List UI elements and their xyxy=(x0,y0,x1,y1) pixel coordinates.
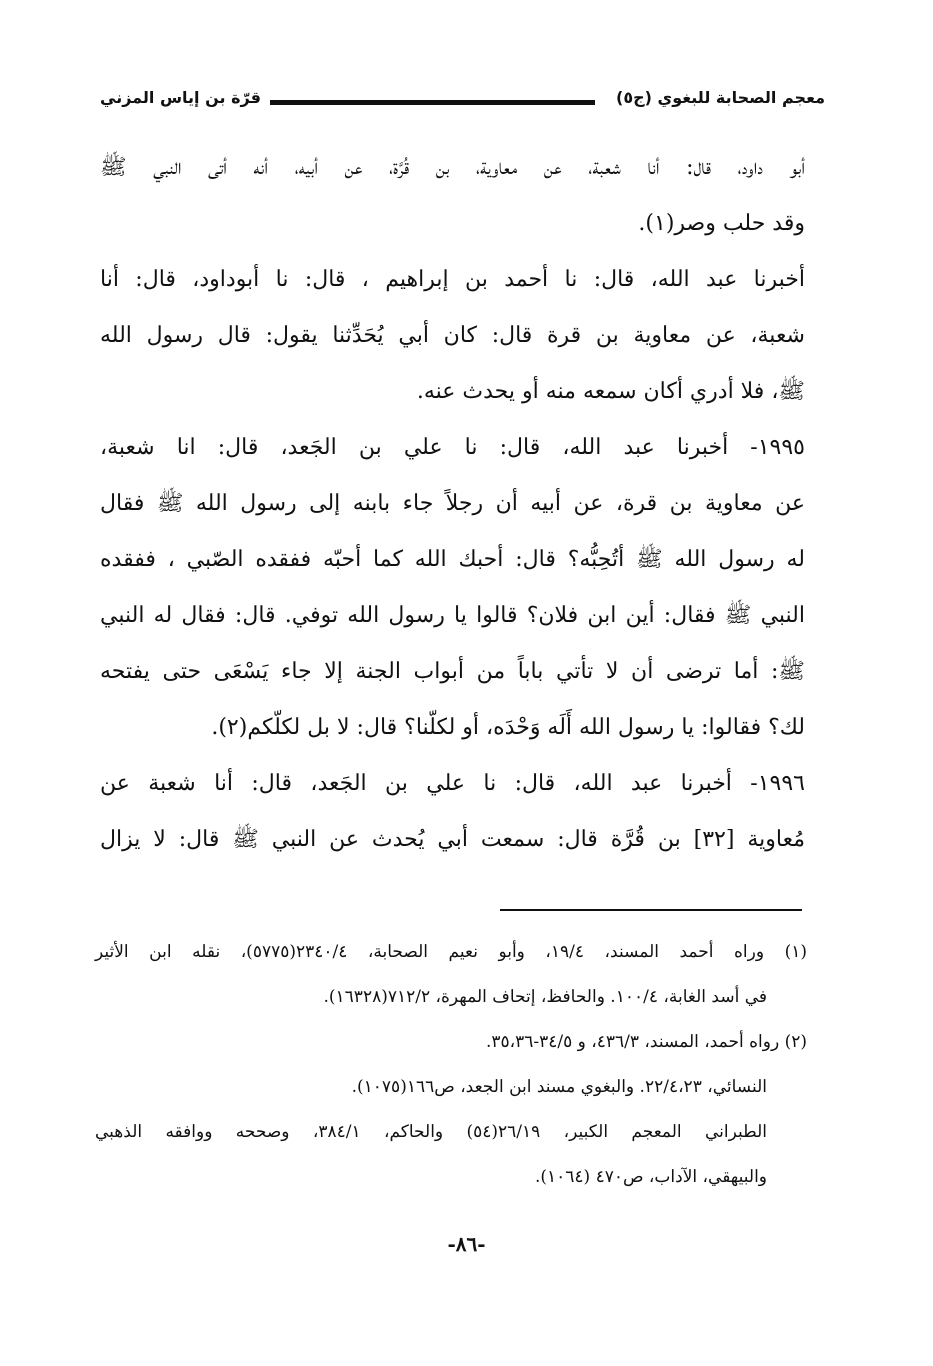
text-line: أخبرنا عبد الله، قال: نا أحمد بن إبراهيم ، قال: نا أبوداود، قال: أنا xyxy=(100,267,805,292)
text-line: له رسول الله ﷺ أتُحِبُّه؟ قال: أحبك الله كما أحبّه ففقده الصّبي ، ففقده xyxy=(100,547,805,572)
main-text xyxy=(100,140,805,868)
footnote-line: (٢) رواه أحمد، المسند، ٤٣٦/٣، و ٣٤/٥-٣٥،٣٦. xyxy=(485,1032,807,1052)
page-number: -٨٦- xyxy=(447,1232,486,1256)
text-line: النبي ﷺ فقال: أين ابن فلان؟ قالوا يا رسول الله توفي. قال: فقال له النبي xyxy=(100,603,805,628)
text-line: وقد حلب وصر(١). xyxy=(638,211,805,236)
text-line: لك؟ فقالوا: يا رسول الله أَلَه وَحْدَه، أو لكلّنا؟ قال: لا بل لكلّكم(٢). xyxy=(211,715,805,740)
header-rule xyxy=(270,100,595,105)
running-header-book-title: معجم الصحابة للبغوي (ج٥) xyxy=(616,88,825,107)
footnote-line: النسائي، ٢٢/٤،٢٣. والبغوي مسند ابن الجعد، ص١٦٦(١٠٧٥). xyxy=(351,1077,767,1097)
running-header-section-title: قرّة بن إياس المزني xyxy=(100,88,261,107)
text-line: ١٩٩٥- أخبرنا عبد الله، قال: نا علي بن الجَعد، قال: انا شعبة، xyxy=(100,435,805,460)
text-line: ١٩٩٦- أخبرنا عبد الله، قال: نا علي بن الجَعد، قال: أنا شعبة عن xyxy=(100,771,805,796)
footnote-line: في أسد الغابة، ١٠٠/٤. والحافظ، إتحاف المهرة، ٧١٢/٢(١٦٣٢٨). xyxy=(323,987,767,1007)
text-line: ﷺ، فلا أدري أكان سمعه منه أو يحدث عنه. xyxy=(416,379,805,404)
text-line: شعبة، عن معاوية بن قرة قال: كان أبي يُحَدِّثنا يقول: قال رسول الله xyxy=(100,323,805,348)
text-line: أبو داود، قال: أنا شعبة، عن معاوية، بن قُرَّة، عن أبيه، أنه أتى النبي ﷺ xyxy=(100,155,805,180)
text-line: مُعاوية [٣٢] بن قُرَّة قال: سمعت أبي يُحدث عن النبي ﷺ قال: لا يزال xyxy=(100,827,806,852)
text-line: عن معاوية بن قرة، عن أبيه أن رجلاً جاء بابنه إلى رسول الله ﷺ فقال xyxy=(100,491,805,516)
footnote-separator xyxy=(500,909,802,911)
text-line: ﷺ: أما ترضى أن لا تأتي باباً من أبواب الجنة إلا جاء يَسْعَى حتى يفتحه xyxy=(100,659,805,684)
footnote-line: (١) وراه أحمد المسند، ١٩/٤، وأبو نعيم الصحابة، ٢٣٤٠/٤(٥٧٧٥)، نقله ابن الأثير xyxy=(95,942,807,962)
footnote-line: والبيهقي، الآداب، ص٤٧٠ (١٠٦٤). xyxy=(534,1167,767,1187)
footnote-line: الطبراني المعجم الكبير، ٢٦/١٩(٥٤) والحاكم، ٣٨٤/١، وصححه ووافقه الذهبي xyxy=(95,1122,767,1142)
footnotes xyxy=(95,930,807,1200)
